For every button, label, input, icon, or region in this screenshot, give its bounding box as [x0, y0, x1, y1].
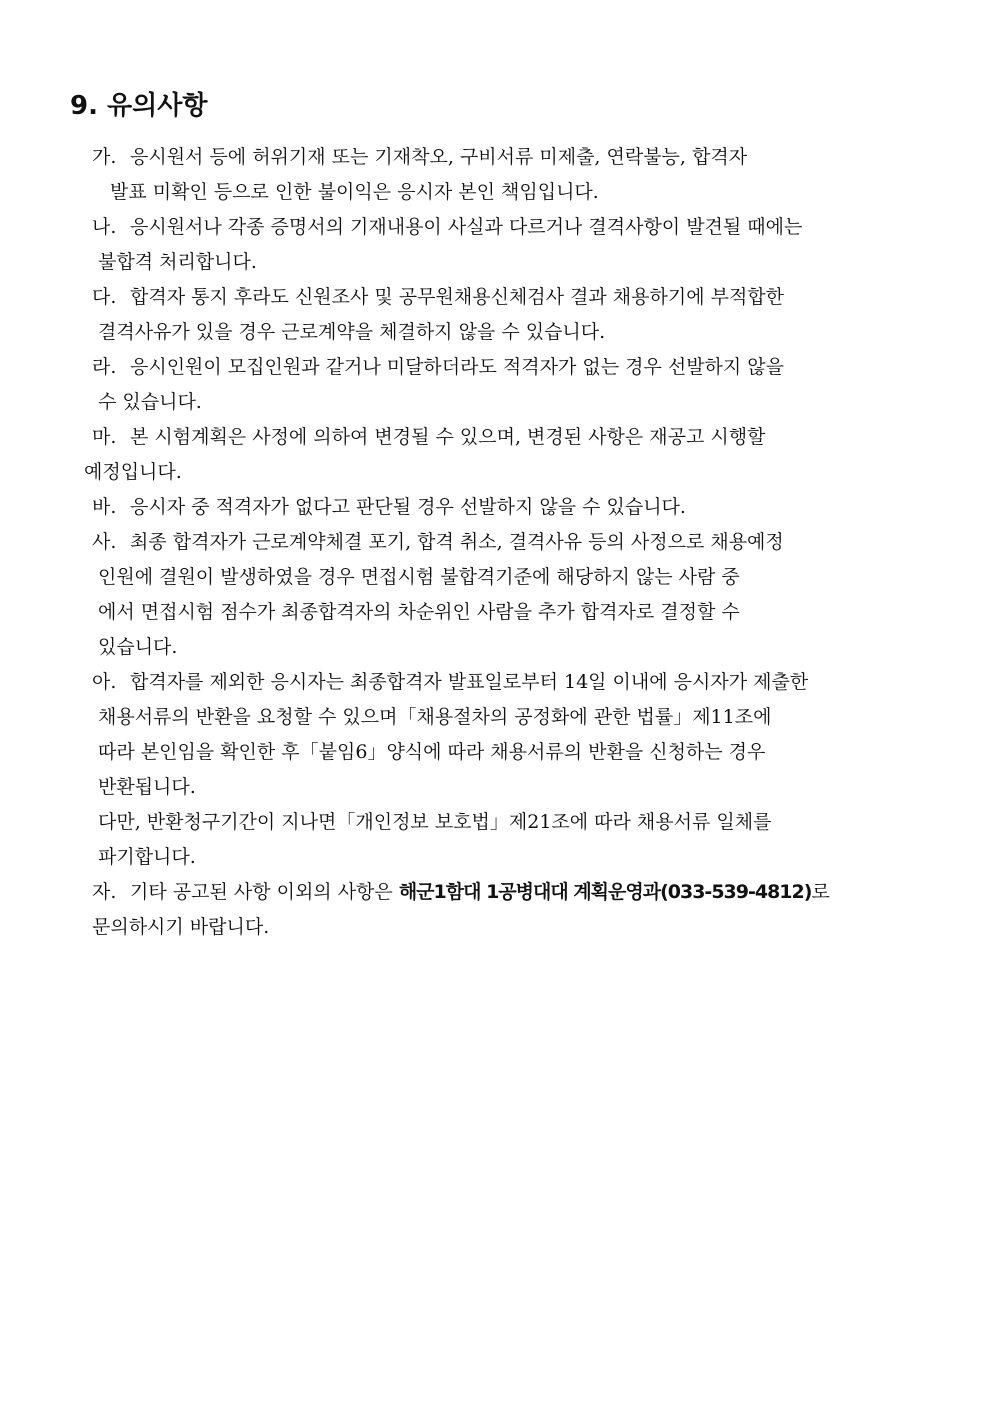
notice-item-a — [92, 665, 932, 875]
notice-item-line: 에서 면접시험 점수가 최종합격자의 차순위인 사람을 추가 합격자로 결정할 수 — [98, 601, 740, 623]
notice-item-line — [92, 140, 932, 175]
item-marker: 나. — [92, 216, 117, 238]
notice-item-line: 결격사유가 있을 경우 근로계약을 체결하지 않을 수 있습니다. — [98, 321, 606, 343]
notice-item-ba — [92, 490, 932, 525]
notice-item-line: 인원에 결원이 발생하였을 경우 면접시험 불합격기준에 해당하지 않는 사람 중 — [98, 566, 740, 588]
notice-item-na — [92, 210, 932, 280]
item-text: 응시원서 등에 허위기재 또는 기재착오, 구비서류 미제출, 연락불능, 합격자 — [130, 146, 748, 168]
notice-item-line — [92, 875, 932, 910]
notice-item-sa — [92, 525, 932, 665]
notice-item-line: 불합격 처리합니다. — [98, 251, 257, 273]
section-title: 9. 유의사항 — [70, 91, 208, 121]
item-text: 응시원서나 각종 증명서의 기재내용이 사실과 다르거나 결격사항이 발견될 때에는 — [130, 216, 803, 238]
notice-item-line — [92, 280, 932, 315]
notice-item-line — [92, 350, 932, 385]
item-text: 로 — [811, 881, 830, 903]
item-marker: 마. — [92, 426, 117, 448]
notice-item-ja — [92, 875, 932, 945]
item-text: 합격자 통지 후라도 신원조사 및 공무원채용신체검사 결과 채용하기에 부적합한 — [130, 286, 785, 308]
notice-item-ma — [84, 420, 932, 490]
notice-item-line: 따라 본인임을 확인한 후「붙임6」양식에 따라 채용서류의 반환을 신청하는 경우 — [98, 741, 766, 763]
item-marker: 사. — [92, 531, 117, 553]
notice-item-line — [92, 665, 932, 700]
notice-item-line — [92, 490, 932, 525]
notice-item-line: 파기합니다. — [98, 846, 196, 868]
notice-item-ga — [92, 140, 932, 210]
notice-item-line — [92, 525, 932, 560]
item-text: 최종 합격자가 근로계약체결 포기, 합격 취소, 결격사유 등의 사정으로 채용예정 — [130, 531, 784, 553]
notice-item-ra — [92, 350, 932, 420]
notice-item-line: 반환됩니다. — [98, 776, 196, 798]
contact-info: 해군1함대 1공병대대 계획운영과(033-539-4812) — [398, 881, 812, 903]
item-text: 응시자 중 적격자가 없다고 판단될 경우 선발하지 않을 수 있습니다. — [130, 496, 686, 518]
notice-item-line: 다만, 반환청구기간이 지나면「개인정보 보호법」제21조에 따라 채용서류 일체를 — [98, 811, 772, 833]
notice-item-line: 있습니다. — [98, 636, 178, 658]
notice-item-line: 수 있습니다. — [98, 391, 202, 413]
notice-item-da — [92, 280, 932, 350]
item-marker: 아. — [92, 671, 117, 693]
notice-item-line: 예정입니다. — [84, 461, 182, 483]
notice-item-line — [92, 210, 932, 245]
notice-list — [84, 140, 932, 945]
notice-item-line — [92, 420, 932, 455]
item-text: 응시인원이 모집인원과 같거나 미달하더라도 적격자가 없는 경우 선발하지 않을 — [130, 356, 784, 378]
item-text: 합격자를 제외한 응시자는 최종합격자 발표일로부터 14일 이내에 응시자가 제출한 — [130, 671, 809, 693]
notice-item-line: 채용서류의 반환을 요청할 수 있으며「채용절차의 공정화에 관한 법률」제11조에 — [98, 706, 772, 728]
item-text: 본 시험계획은 사정에 의하여 변경될 수 있으며, 변경된 사항은 재공고 시행할 — [130, 426, 766, 448]
item-marker: 바. — [92, 496, 117, 518]
item-marker: 자. — [92, 881, 117, 903]
item-marker: 가. — [92, 146, 117, 168]
notice-item-line: 발표 미확인 등으로 인한 불이익은 응시자 본인 책임입니다. — [110, 181, 599, 203]
item-marker: 라. — [92, 356, 117, 378]
item-marker: 다. — [92, 286, 117, 308]
notice-item-line: 문의하시기 바랍니다. — [92, 916, 270, 938]
item-text: 기타 공고된 사항 이외의 사항은 — [130, 881, 399, 903]
